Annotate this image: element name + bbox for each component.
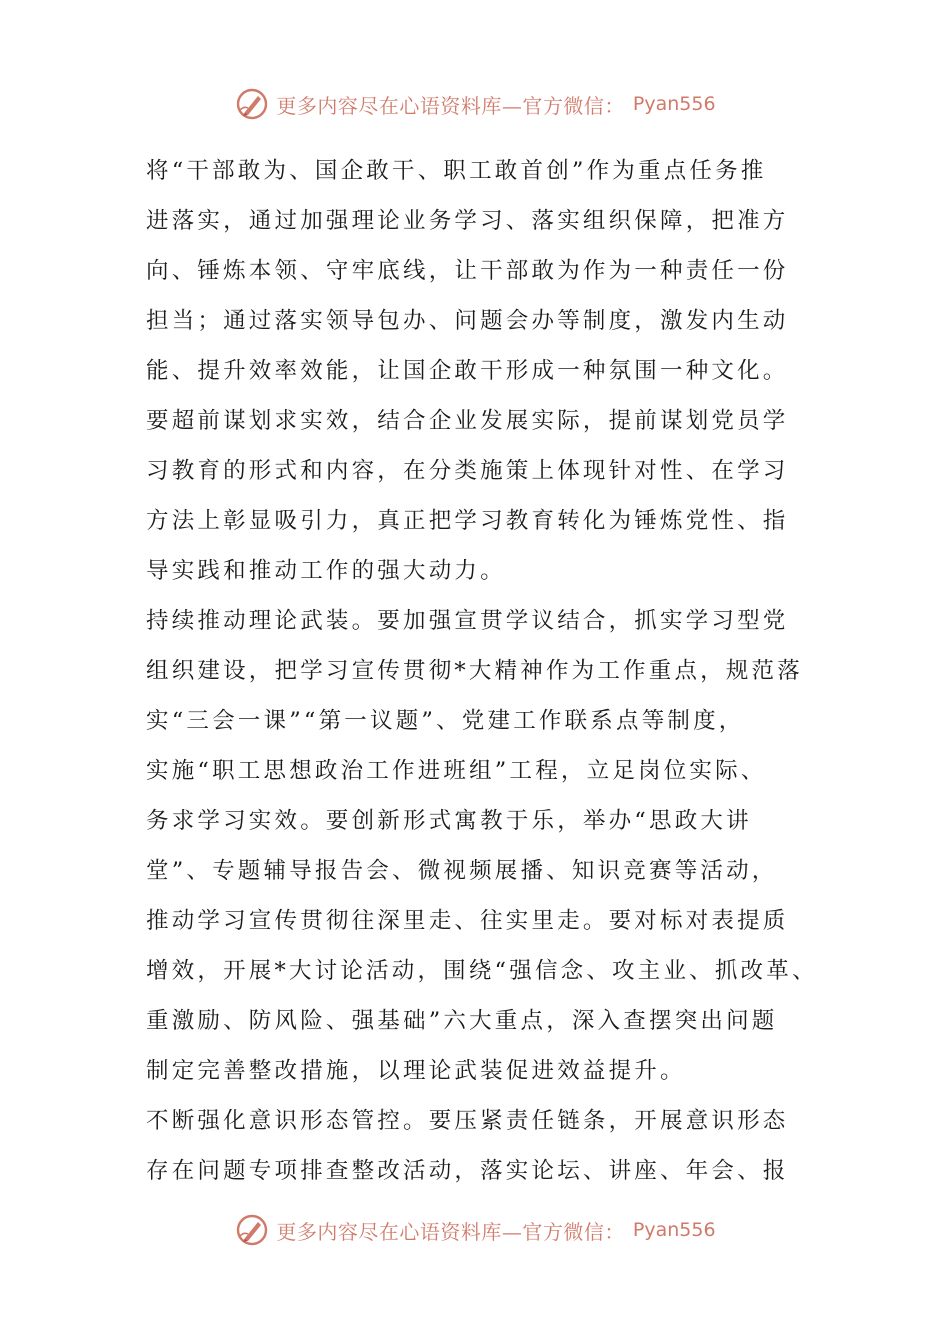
text-line: 增效，开展*大讨论活动，围绕“强信念、攻主业、抓改革、 [146, 958, 818, 984]
text-line: 重激励、防风险、强基础”六大重点，深入查摆突出问题 [146, 1008, 778, 1034]
text-line: 制定完善整改措施，以理论武装促进效益提升。 [146, 1058, 686, 1084]
document-body [146, 146, 816, 1196]
watermark-code: Pyan556 [632, 1219, 716, 1241]
text-line: 堂”、专题辅导报告会、微视频展播、知识竞赛等活动， [146, 858, 778, 884]
text-line: 持续推动理论武装。要加强宣贯学议结合，抓实学习型党 [146, 608, 789, 634]
footer-watermark [0, 1210, 950, 1250]
text-line: 推动学习宣传贯彻往深里走、往实里走。要对标对表提质 [146, 908, 789, 934]
text-line: 要超前谋划求实效，结合企业发展实际，提前谋划党员学 [146, 408, 789, 434]
pen-logo-icon [234, 86, 270, 122]
text-line: 实施“职工思想政治工作进班组”工程，立足岗位实际、 [146, 758, 767, 784]
watermark-code: Pyan556 [632, 93, 716, 115]
text-line: 将“干部敢为、国企敢干、职工敢首创”作为重点任务推 [146, 158, 767, 184]
text-line: 不断强化意识形态管控。要压紧责任链条，开展意识形态 [146, 1108, 789, 1134]
text-line: 实“三会一课”“第一议题”、党建工作联系点等制度， [146, 708, 745, 734]
text-line: 习教育的形式和内容，在分类施策上体现针对性、在学习 [146, 458, 789, 484]
text-line: 方法上彰显吸引力，真正把学习教育转化为锤炼党性、指 [146, 508, 789, 534]
watermark-text: 更多内容尽在心语资料库—官方微信： [276, 1219, 625, 1244]
text-line: 导实践和推动工作的强大动力。 [146, 558, 506, 584]
text-line: 组织建设，把学习宣传贯彻*大精神作为工作重点，规范落 [146, 658, 803, 684]
pen-logo-icon [234, 1212, 270, 1248]
text-line: 向、锤炼本领、守牢底线，让干部敢为作为一种责任一份 [146, 258, 789, 284]
header-watermark [0, 84, 950, 124]
text-line: 存在问题专项排查整改活动，落实论坛、讲座、年会、报 [146, 1158, 789, 1184]
text-line: 能、提升效率效能，让国企敢干形成一种氛围一种文化。 [146, 358, 789, 384]
text-line: 担当；通过落实领导包办、问题会办等制度，激发内生动 [146, 308, 789, 334]
text-line: 进落实，通过加强理论业务学习、落实组织保障，把准方 [146, 208, 789, 234]
text-line: 务求学习实效。要创新形式寓教于乐，举办“思政大讲 [146, 808, 752, 834]
watermark-text: 更多内容尽在心语资料库—官方微信： [276, 93, 625, 118]
